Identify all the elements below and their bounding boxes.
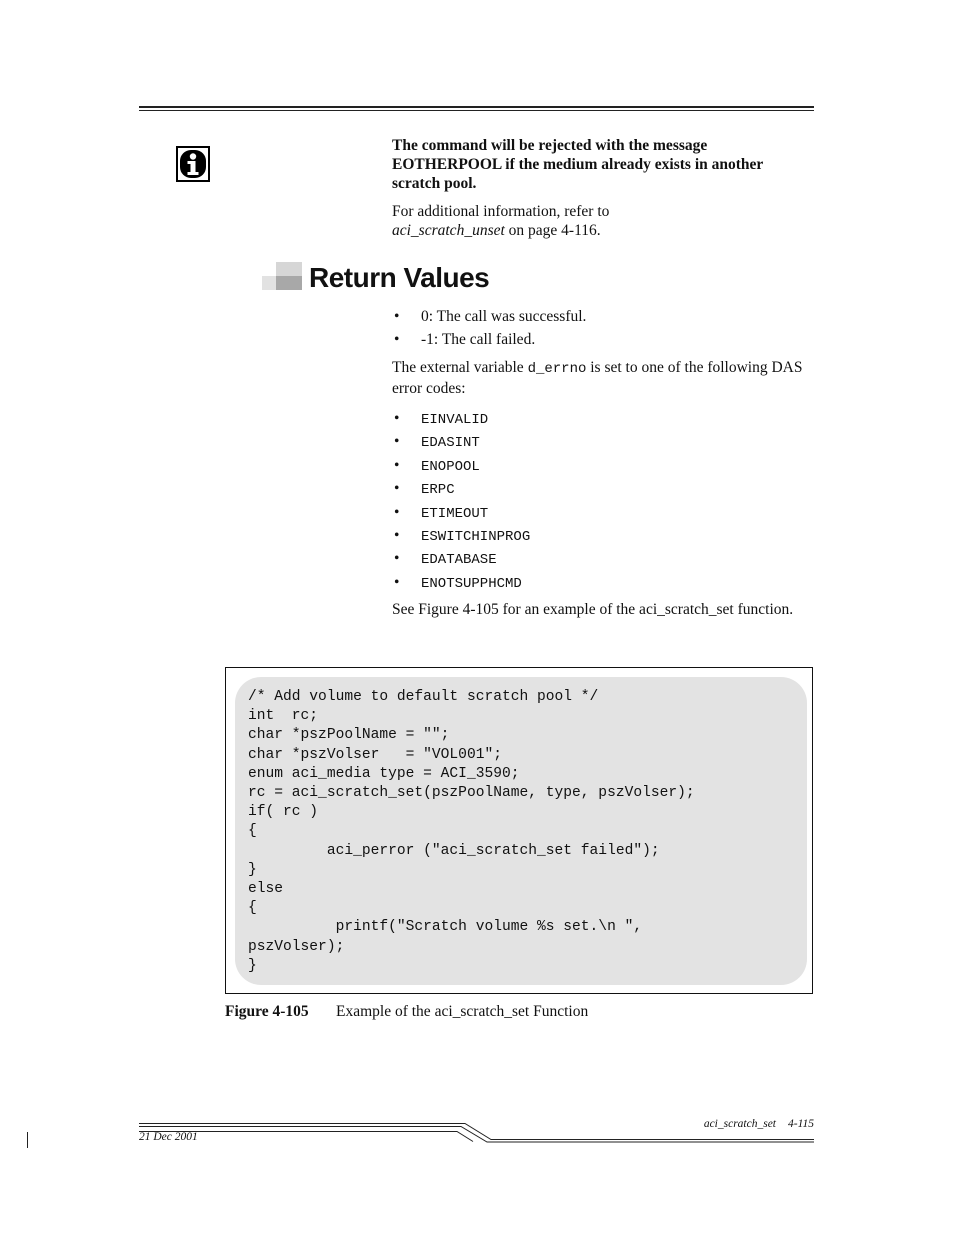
code-line: aci_perror ("aci_scratch_set failed"); (248, 842, 660, 859)
list-item: • EDASINT (394, 433, 480, 452)
footer-page-info (704, 1118, 814, 1130)
bullet-icon: • (394, 550, 400, 568)
additional-suffix: on page 4-116. (504, 222, 601, 239)
code-block (248, 688, 695, 976)
list-item: • ETIMEOUT (394, 503, 489, 522)
bullet-icon: • (394, 433, 400, 451)
bullet-icon: • (394, 308, 400, 325)
figure-reference-paragraph: See Figure 4-105 for an example of the aci_scratch_set function. (392, 601, 794, 618)
list-item: • EDATABASE (394, 550, 497, 569)
list-item: • 0: The call was successful. (394, 308, 587, 325)
code-line: { (248, 900, 257, 917)
code-line: /* Add volume to default scratch pool */ (248, 689, 599, 705)
code-line: pszVolser); (248, 938, 345, 955)
figure-caption (225, 1003, 588, 1021)
error-codes-list (392, 409, 530, 596)
bullet-icon: • (394, 526, 400, 544)
errno-paragraph: The external variable d_errno is set to one of the following DAS error codes: (392, 359, 803, 397)
note-text: The command will be rejected with the message EOTHERPOOL if the medium already exists in another scratch pool. (392, 137, 764, 192)
code-line: enum aci_media type = ACI_3590; (248, 765, 520, 782)
change-bar (27, 1132, 28, 1148)
code-line: } (248, 957, 257, 974)
bullet-icon: • (394, 456, 400, 474)
bullet-icon: • (394, 503, 400, 521)
footer-section-name: aci_scratch_set (703, 1118, 777, 1130)
reference-link[interactable]: aci_scratch_unset (392, 222, 505, 239)
additional-prefix: For additional information, refer to (392, 203, 610, 220)
page-number: 4-115 (788, 1118, 814, 1130)
code-line: printf("Scratch volume %s set.\n ", (248, 919, 643, 936)
list-item: • ENOPOOL (394, 456, 480, 475)
code-line: char *pszVolser = "VOL001"; (248, 746, 502, 763)
footer-date: 21 Dec 2001 (139, 1131, 198, 1143)
bullet-icon: • (394, 573, 400, 591)
additional-info (392, 202, 812, 240)
header-rule (139, 106, 814, 111)
return-values-list (392, 307, 586, 353)
code-figure (225, 667, 813, 994)
bullet-icon: • (394, 410, 400, 427)
section-title: Return Values (309, 262, 490, 293)
code-line: rc = aci_scratch_set(pszPoolName, type, pszVolser); (248, 785, 695, 802)
list-item: • ENOTSUPPHCMD (394, 573, 522, 592)
code-line: if( rc ) (248, 804, 319, 821)
code-line: { (248, 823, 257, 840)
code-line: else (248, 881, 284, 898)
code-line: char *pszPoolName = ""; (248, 727, 450, 744)
info-icon (176, 146, 210, 182)
figure-number: Figure 4-105 (225, 1003, 309, 1020)
code-line: } (248, 861, 257, 878)
section-marker-icon (262, 262, 302, 290)
figure-title: Example of the aci_scratch_set Function (336, 1003, 589, 1020)
errno-variable: d_errno (527, 361, 587, 377)
list-item: • EINVALID (394, 410, 489, 428)
list-item: • -1: The call failed. (394, 331, 536, 348)
bullet-icon: • (394, 480, 400, 498)
code-panel (235, 677, 807, 985)
code-line: int rc; (248, 708, 319, 725)
list-item: • ESWITCHINPROG (394, 526, 531, 545)
bullet-icon: • (394, 331, 400, 348)
list-item: • ERPC (394, 480, 455, 499)
